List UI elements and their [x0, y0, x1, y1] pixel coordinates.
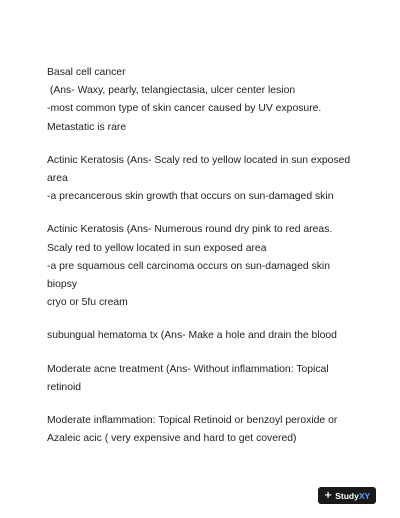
text-line: retinoid [47, 381, 82, 393]
section-moderate-inflammation [47, 412, 387, 448]
section-actinic-keratosis-2 [47, 221, 387, 312]
document-body [47, 64, 387, 448]
plus-icon: + [323, 489, 333, 501]
studyxy-badge[interactable] [318, 487, 376, 504]
brand-accent-text: XY [358, 490, 371, 501]
text-line: Moderate acne treatment (Ans- Without inflammation: Topical [47, 363, 329, 375]
section-actinic-keratosis-1 [47, 152, 387, 207]
section-basal-cell-cancer [47, 64, 387, 137]
text-line: Moderate inflammation: Topical Retinoid or benzoyl peroxide or [47, 415, 338, 427]
section-gap [47, 346, 387, 361]
brand-logo-text [335, 491, 370, 501]
section-gap [47, 137, 387, 152]
section-gap [47, 206, 387, 221]
text-line: Azaleic acic ( very expensive and hard to get covered) [47, 433, 297, 445]
text-line: Actinic Keratosis (Ans- Numerous round dry pink to red areas. [47, 224, 333, 236]
text-line: Actinic Keratosis (Ans- Scaly red to yellow located in sun exposed [47, 154, 351, 166]
section-gap [47, 397, 387, 412]
text-line: -most common type of skin cancer caused by UV exposure. [47, 103, 322, 115]
text-line: Scaly red to yellow located in sun exposed area [47, 242, 267, 254]
text-line: Metastatic is rare [47, 121, 127, 133]
text-line: Basal cell cancer [47, 67, 126, 78]
text-line: biopsy [47, 279, 78, 291]
text-line: -a pre squamous cell carcinoma occurs on sun-damaged skin [47, 260, 330, 272]
section-moderate-acne [47, 361, 387, 397]
text-line: cryo or 5fu cream [47, 297, 128, 309]
section-subungual-hematoma [47, 327, 387, 345]
section-gap [47, 312, 387, 327]
text-line: area [47, 173, 68, 185]
text-line: subungual hematoma tx (Ans- Make a hole and drain the blood [47, 330, 337, 342]
brand-main-text: Study [335, 490, 359, 501]
text-line: -a precancerous skin growth that occurs on sun-damaged skin [47, 191, 334, 203]
text-line: (Ans- Waxy, pearly, telangiectasia, ulcer center lesion [47, 85, 296, 97]
